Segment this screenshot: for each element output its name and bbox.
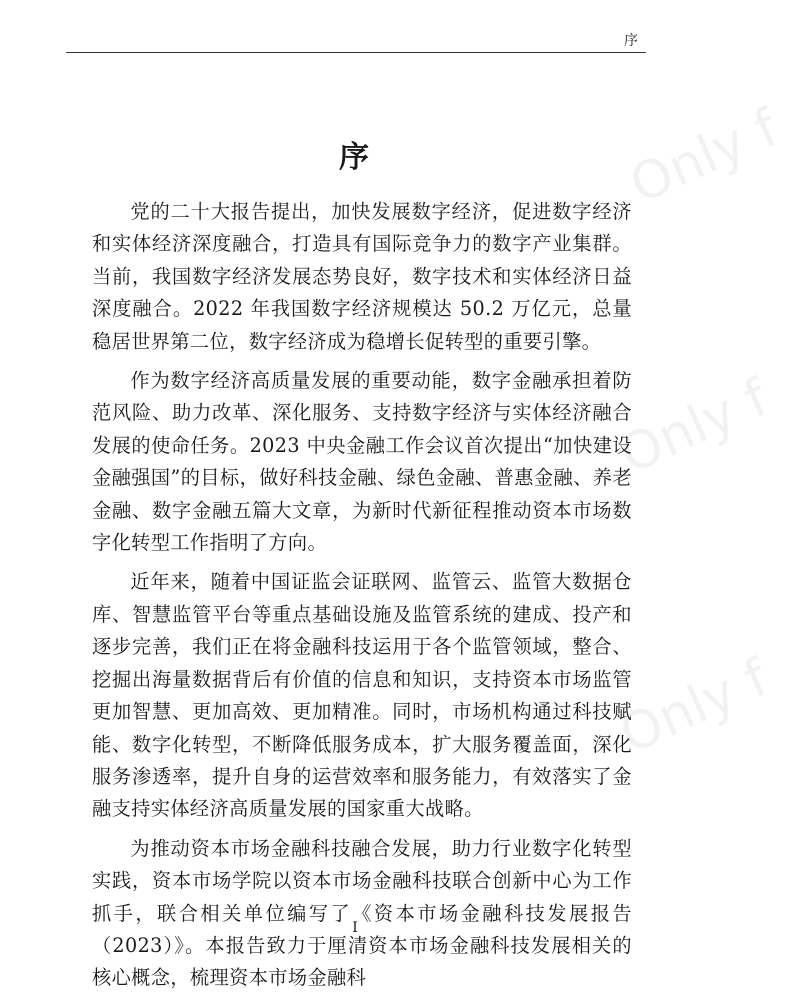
paragraph-4: 为推动资本市场金融科技融合发展，助力行业数字化转型实践，资本市场学院以资本市场金融科技联合创新中心为工作抓手，联合相关单位编写了《资本市场金融科技发展报告（2023）》。本报告致力于厘清资本市场金融科技发展相关的核心概念，梳理资本市场金融科 bbox=[92, 836, 632, 990]
paragraph-1: 党的二十大报告提出，加快发展数字经济，促进数字经济和实体经济深度融合，打造具有国际竞争力的数字产业集群。当前，我国数字经济发展态势良好，数字技术和实体经济日益深度融合。2022 年我国数字经济规模达 50.2 万亿元，总量稳居世界第二位，数字经济成为稳增长促转型的重要引擎。 bbox=[92, 200, 632, 353]
watermark: Only f bbox=[611, 648, 777, 766]
running-header: 序 bbox=[624, 33, 638, 49]
watermark: Only f bbox=[611, 368, 777, 486]
page-title: 序 bbox=[339, 140, 371, 176]
paragraph-3: 近年来，随着中国证监会证联网、监管云、监管大数据仓库、智慧监管平台等重点基础设施及监管系统的建成、投产和逐步完善，我们正在将金融科技运用于各个监管领域，整合、挖掘出海量数据背后有价值的信息和知识，支持资本市场监管更加智慧、更加高效、更加精准。同时，市场机构通过科技赋能、数字化转型，不断降低服务成本，扩大服务覆盖面，深化服务渗透率，提升自身的运营效率和服务能力，有效落实了金融支持实体经济高质量发展的国家重大战略。 bbox=[92, 570, 632, 821]
paragraph-2: 作为数字经济高质量发展的重要动能，数字金融承担着防范风险、助力改革、深化服务、支持数字经济与实体经济融合发展的使命任务。2023 中央金融工作会议首次提出“加快建设金融强国”的目标，做好科技金融、绿色金融、普惠金融、养老金融、数字金融五篇大文章，为新时代新征程推动资本市场数字化转型工作指明了方向。 bbox=[92, 369, 632, 555]
watermark: Only f bbox=[621, 98, 787, 216]
header-divider bbox=[66, 52, 646, 53]
body-text bbox=[92, 196, 632, 1002]
page-number: I bbox=[352, 920, 358, 936]
